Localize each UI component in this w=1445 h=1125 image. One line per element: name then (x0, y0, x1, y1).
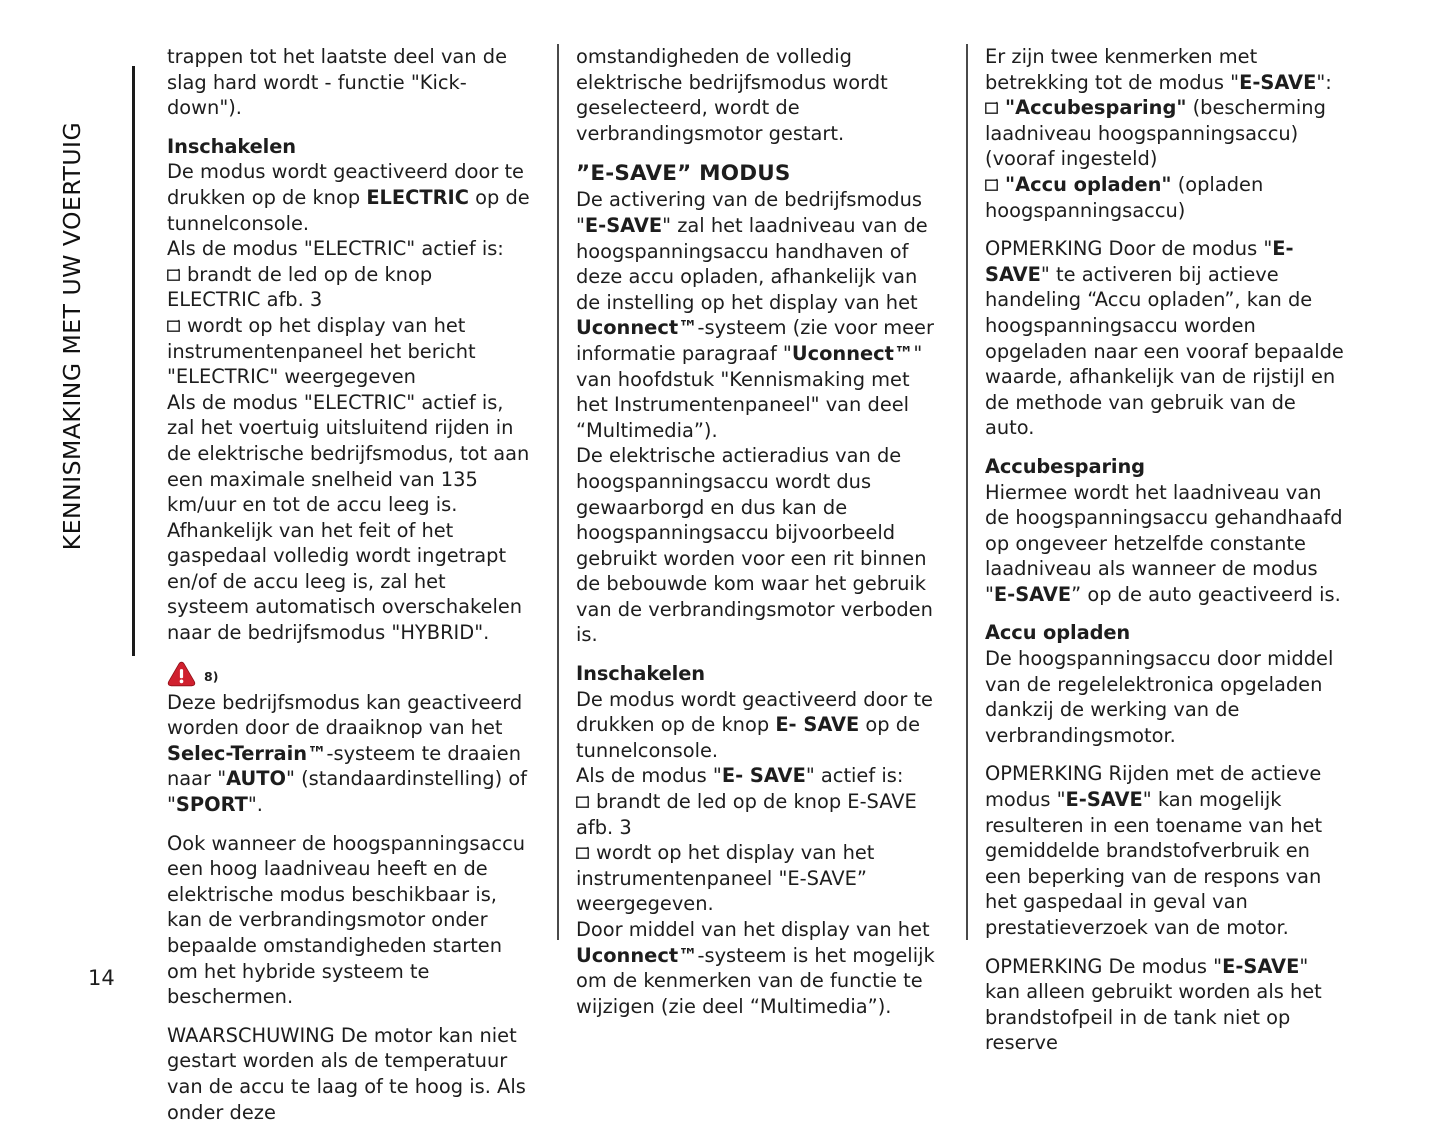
list-item (985, 95, 1349, 172)
list-item-label: (opladen hoogspanningsaccu) (985, 172, 1264, 222)
text-esave-c: -systeem (zie voor meer informatie paragraaf " (576, 316, 934, 365)
bullet-square-icon (985, 178, 998, 191)
heading-inschakelen-esave: Inschakelen (576, 662, 705, 686)
list-item-label: wordt op het display van het instrumentenpaneel "E-SAVE” weergegeven. (576, 841, 875, 916)
paragraph-door-middel (576, 917, 940, 1019)
paragraph-electric-detail: Als de modus "ELECTRIC" actief is, zal het voertuig uitsluitend rijden in de elektrische bedrijfsmodus, tot aan een maximale snelheid van 135 km/uur en tot de accu leeg is. Afhankelijk van het feit of het gaspedaal volledig wordt ingetrapt en/of de accu leeg is, zal het systeem automatisch overschakelen naar de bedrijfsmodus "HYBRID". (167, 390, 530, 645)
text-activate-esave-b: op de tunnelconsole. (576, 713, 921, 762)
text-opm1-b: " te activeren bij actieve handeling “Accu opladen”, kan de hoogspanningsaccu worden opgeladen naar een vooraf bepaalde waarde, afhankelijk van de rijstijl en de methode van gebruik van de auto. (985, 262, 1344, 440)
warning-triangle-icon (167, 661, 196, 687)
paragraph-if-esave-active (576, 763, 940, 789)
text-selec-c: " (standaardinstelling) of " (167, 767, 528, 817)
paragraph-if-electric-active: Als de modus "ELECTRIC" actief is: (167, 237, 504, 261)
text-selec-a: Deze bedrijfsmodus kan geactiveerd worden door de draaiknop van het (167, 690, 523, 740)
bullet-square-icon (985, 101, 998, 114)
text-activate-esave-a: De modus wordt geactiveerd door te drukken op de knop (576, 687, 933, 737)
text-door-b: -systeem is het mogelijk om de kenmerken van de functie te wijzigen (zie deel “Multimedia”). (576, 943, 935, 1018)
text-opm3-b: " kan alleen gebruikt worden als het brandstofpeil in de tank niet op reserve (985, 954, 1322, 1055)
text-activate-electric-a: De modus wordt geactiveerd door te drukken op de knop (167, 160, 524, 209)
paragraph-ook-wanneer: Ook wanneer de hoogspanningsaccu een hoog laadniveau heeft en de elektrische modus beschikbaar is, kan de verbrandingsmotor onder bepaalde omstandigheden starten om het hybride systeem te beschermen. (167, 831, 526, 1009)
text-door-a: Door middel van het display van het (576, 918, 930, 941)
list-item-label: (bescherming laadniveau hoogspanningsaccu) (vooraf ingesteld) (985, 96, 1326, 171)
bullet-square-icon (576, 846, 589, 859)
list-item (167, 313, 531, 390)
text-columns (167, 44, 1382, 1124)
bold-e-save-button: E- SAVE (775, 713, 860, 737)
paragraph-opmerking-2 (985, 761, 1349, 940)
text-esave-a: De activering van de bedrijfsmodus " (576, 188, 922, 237)
list-item-label-bold: "Accubesparing" (1005, 96, 1187, 120)
text-selec-d: ". (247, 793, 263, 817)
text-accubesp-a: Hiermee wordt het laadniveau van de hoogspanningsaccu gehandhaafd op ongeveer hetzelfde constante laadniveau als wanneer de modus " (985, 480, 1343, 606)
list-item-label: brandt de led op de knop ELECTRIC afb. 3 (167, 262, 433, 312)
paragraph-selec-terrain (167, 690, 531, 818)
paragraph-actieradius: De elektrische actieradius van de hoogspanningsaccu wordt dus gewaarborgd en dus kan de hoogspanningsaccu bijvoorbeeld gebruikt worden voor een rit binnen de bebouwde kom waar het gebruik van de verbrandingsmotor verboden is. (576, 444, 933, 647)
warning-note (167, 657, 531, 687)
bullet-square-icon (167, 268, 180, 281)
chapter-tab-label: KENNISMAKING MET UW VOERTUIG (58, 121, 86, 551)
bold-esave-opm1: E-SAVE (985, 237, 1294, 286)
bold-auto: AUTO (226, 767, 286, 791)
text-intro-b: ": (1316, 70, 1332, 94)
bold-esave: E-SAVE (584, 213, 663, 237)
bold-selec-terrain: Selec-Terrain™ (167, 741, 327, 765)
bold-esave-opm3: E-SAVE (1222, 954, 1300, 978)
list-item (576, 789, 940, 840)
text-opm1-a: OPMERKING Door de modus " (985, 237, 1273, 261)
warning-reference-number: 8) (204, 668, 219, 684)
bold-uconnect-2: Uconnect™ (791, 341, 914, 365)
chapter-tab-rule (132, 66, 135, 656)
bullet-square-icon (576, 795, 589, 808)
paragraph-esave-intro (576, 187, 940, 443)
paragraph-accubesparing (985, 480, 1349, 608)
bullet-square-icon (167, 319, 180, 332)
bold-esave-opm2: E-SAVE (1065, 788, 1143, 812)
heading-accubesparing: Accubesparing (985, 454, 1145, 478)
text-accubesp-b: ” op de auto geactiveerd is. (1071, 582, 1341, 606)
column-1 (167, 44, 531, 1124)
bold-electric: ELECTRIC (366, 185, 469, 209)
list-item (985, 172, 1349, 223)
page-number: 14 (88, 966, 115, 990)
paragraph-activate-electric (167, 159, 531, 236)
bold-uconnect: Uconnect™ (576, 316, 698, 340)
text-opm3-a: OPMERKING De modus " (985, 954, 1223, 978)
paragraph-activate-esave (576, 687, 940, 764)
text-activate-electric-b: op de tunnelconsole. (167, 185, 530, 235)
bold-sport: SPORT (175, 793, 248, 817)
bold-esave: E-SAVE (1239, 70, 1317, 94)
paragraph-waarschuwing: WAARSCHUWING De motor kan niet gestart worden als de temperatuur van de accu te laag of te hoog is. Als onder deze (167, 1023, 526, 1124)
bold-esave-accubesp: E-SAVE (993, 582, 1072, 606)
paragraph-opmerking-1 (985, 236, 1349, 441)
heading-inschakelen-electric: Inschakelen (167, 134, 296, 158)
list-item-label: brandt de led op de knop E-SAVE afb. 3 (576, 790, 917, 839)
bold-e-save-button-2: E- SAVE (721, 764, 806, 788)
text-if-esave-a: Als de modus " (576, 764, 722, 788)
text-esave-d: " van hoofdstuk "Kennismaking met het Instrumentenpaneel" van deel “Multimedia”). (576, 341, 923, 442)
paragraph-kickdown: trappen tot het laatste deel van de slag hard wordt - functie "Kick-down"). (167, 45, 507, 120)
paragraph-accu-opladen: De hoogspanningsaccu door middel van de regelelektronica opgeladen dankzij de werking van de verbrandingsmotor. (985, 647, 1334, 747)
text-opm2-b: " kan mogelijk resulteren in een toename van het gemiddelde brandstofverbruik en een beperking van de respons van het gaspedaal in geval van prestatieverzoek van de motor. (985, 788, 1323, 939)
column-2 (576, 44, 940, 1018)
column-3 (985, 44, 1349, 1055)
list-item-label: wordt op het display van het instrumentenpaneel het bericht "ELECTRIC" weergegeven (167, 313, 476, 389)
text-if-esave-b: " actief is: (805, 764, 904, 788)
chapter-tab (0, 30, 134, 630)
text-intro-a: Er zijn twee kenmerken met betrekking tot de modus " (985, 45, 1258, 94)
paragraph-opmerking-3 (985, 954, 1349, 1056)
heading-esave-modus: ”E-SAVE” MODUS (576, 161, 791, 187)
paragraph-omstandigheden: omstandigheden de volledig elektrische bedrijfsmodus wordt geselecteerd, wordt de verbrandingsmotor gestart. (576, 45, 888, 145)
heading-accu-opladen: Accu opladen (985, 621, 1131, 645)
list-item (576, 840, 940, 917)
list-item (167, 262, 531, 313)
bold-uconnect-3: Uconnect™ (576, 943, 698, 967)
paragraph-twee-kenmerken (985, 44, 1349, 95)
text-esave-b: " zal het laadniveau van de hoogspanningsaccu handhaven of deze accu opladen, afhankelijk van de instelling op het display van het (576, 213, 928, 314)
list-item-label-bold: "Accu opladen" (1005, 172, 1172, 196)
text-selec-b: -systeem te draaien naar " (167, 741, 522, 791)
text-opm2-a: OPMERKING Rijden met de actieve modus " (985, 762, 1322, 812)
